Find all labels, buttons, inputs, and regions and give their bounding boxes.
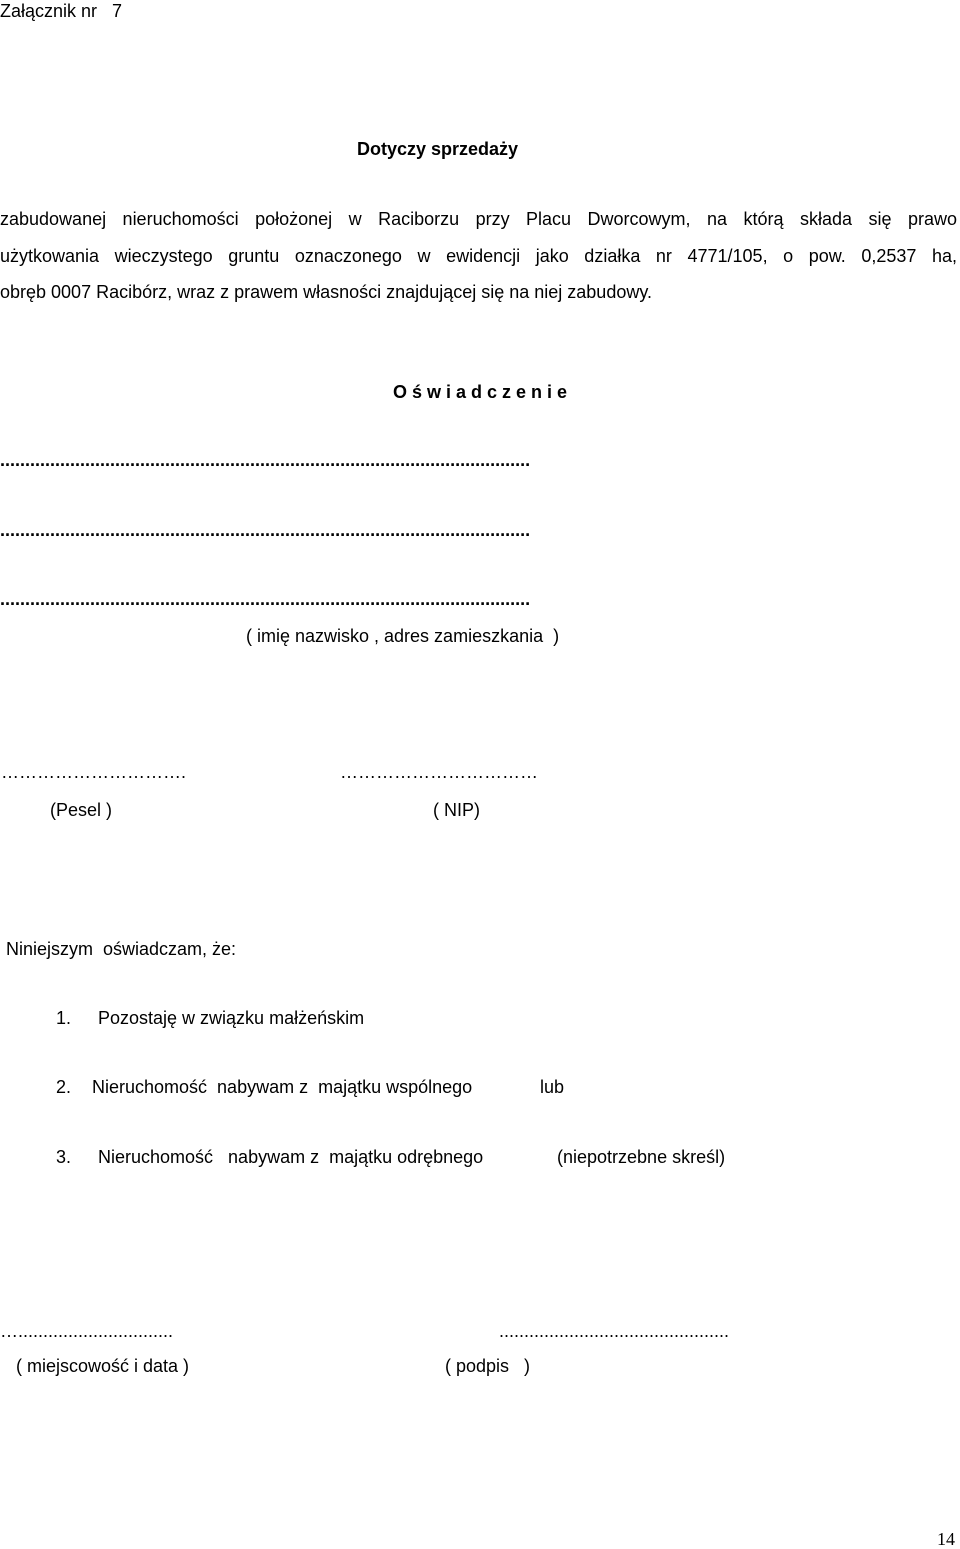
attachment-label: Załącznik nr 7 bbox=[0, 1, 123, 21]
fill-line-1: .......................................................................................................... bbox=[0, 451, 531, 469]
place-date-fill-line: …............................... bbox=[0, 1321, 174, 1341]
nip-label: ( NIP) bbox=[433, 800, 480, 820]
fill-line-2: .......................................................................................................... bbox=[0, 521, 531, 539]
declaration-intro: Niniejszym oświadczam, że: bbox=[6, 939, 237, 959]
fill-line-3: .......................................................................................................... bbox=[0, 590, 531, 608]
page-heading: Dotyczy sprzedaży bbox=[357, 139, 519, 159]
place-date-label: ( miejscowość i data ) bbox=[16, 1356, 190, 1376]
statement-title: O ś w i a d c z e n i e bbox=[393, 382, 568, 402]
option-text: Pozostaję w związku małżeńskim bbox=[98, 1008, 365, 1028]
description-line-3: obręb 0007 Racibórz, wraz z prawem własności znajdującej się na niej zabudowy. bbox=[0, 282, 652, 302]
pesel-fill-line: …………………………. bbox=[1, 762, 187, 782]
option-number: 1. bbox=[56, 1008, 72, 1028]
pesel-label: (Pesel ) bbox=[50, 800, 113, 820]
name-address-caption: ( imię nazwisko , adres zamieszkania ) bbox=[246, 626, 560, 646]
page-number: 14 bbox=[937, 1529, 955, 1549]
description-line-1: zabudowanej nieruchomości położonej w Raciborzu przy Placu Dworcowym, na którą składa się prawo bbox=[0, 209, 957, 229]
option-text: Nieruchomość nabywam z majątku odrębnego bbox=[98, 1147, 484, 1167]
option-suffix: (niepotrzebne skreśl) bbox=[557, 1147, 726, 1167]
signature-label: ( podpis ) bbox=[445, 1356, 531, 1376]
option-suffix: lub bbox=[540, 1077, 565, 1097]
option-number: 3. bbox=[56, 1147, 72, 1167]
signature-fill-line: .............................................. bbox=[499, 1321, 730, 1341]
option-number: 2. bbox=[56, 1077, 72, 1097]
description-line-2: użytkowania wieczystego gruntu oznaczonego w ewidencji jako działka nr 4771/105, o pow. 0,2537 ha, bbox=[0, 245, 957, 266]
option-text: Nieruchomość nabywam z majątku wspólnego bbox=[92, 1077, 473, 1097]
property-description bbox=[0, 201, 957, 311]
nip-fill-line: …………………………… bbox=[340, 762, 538, 782]
